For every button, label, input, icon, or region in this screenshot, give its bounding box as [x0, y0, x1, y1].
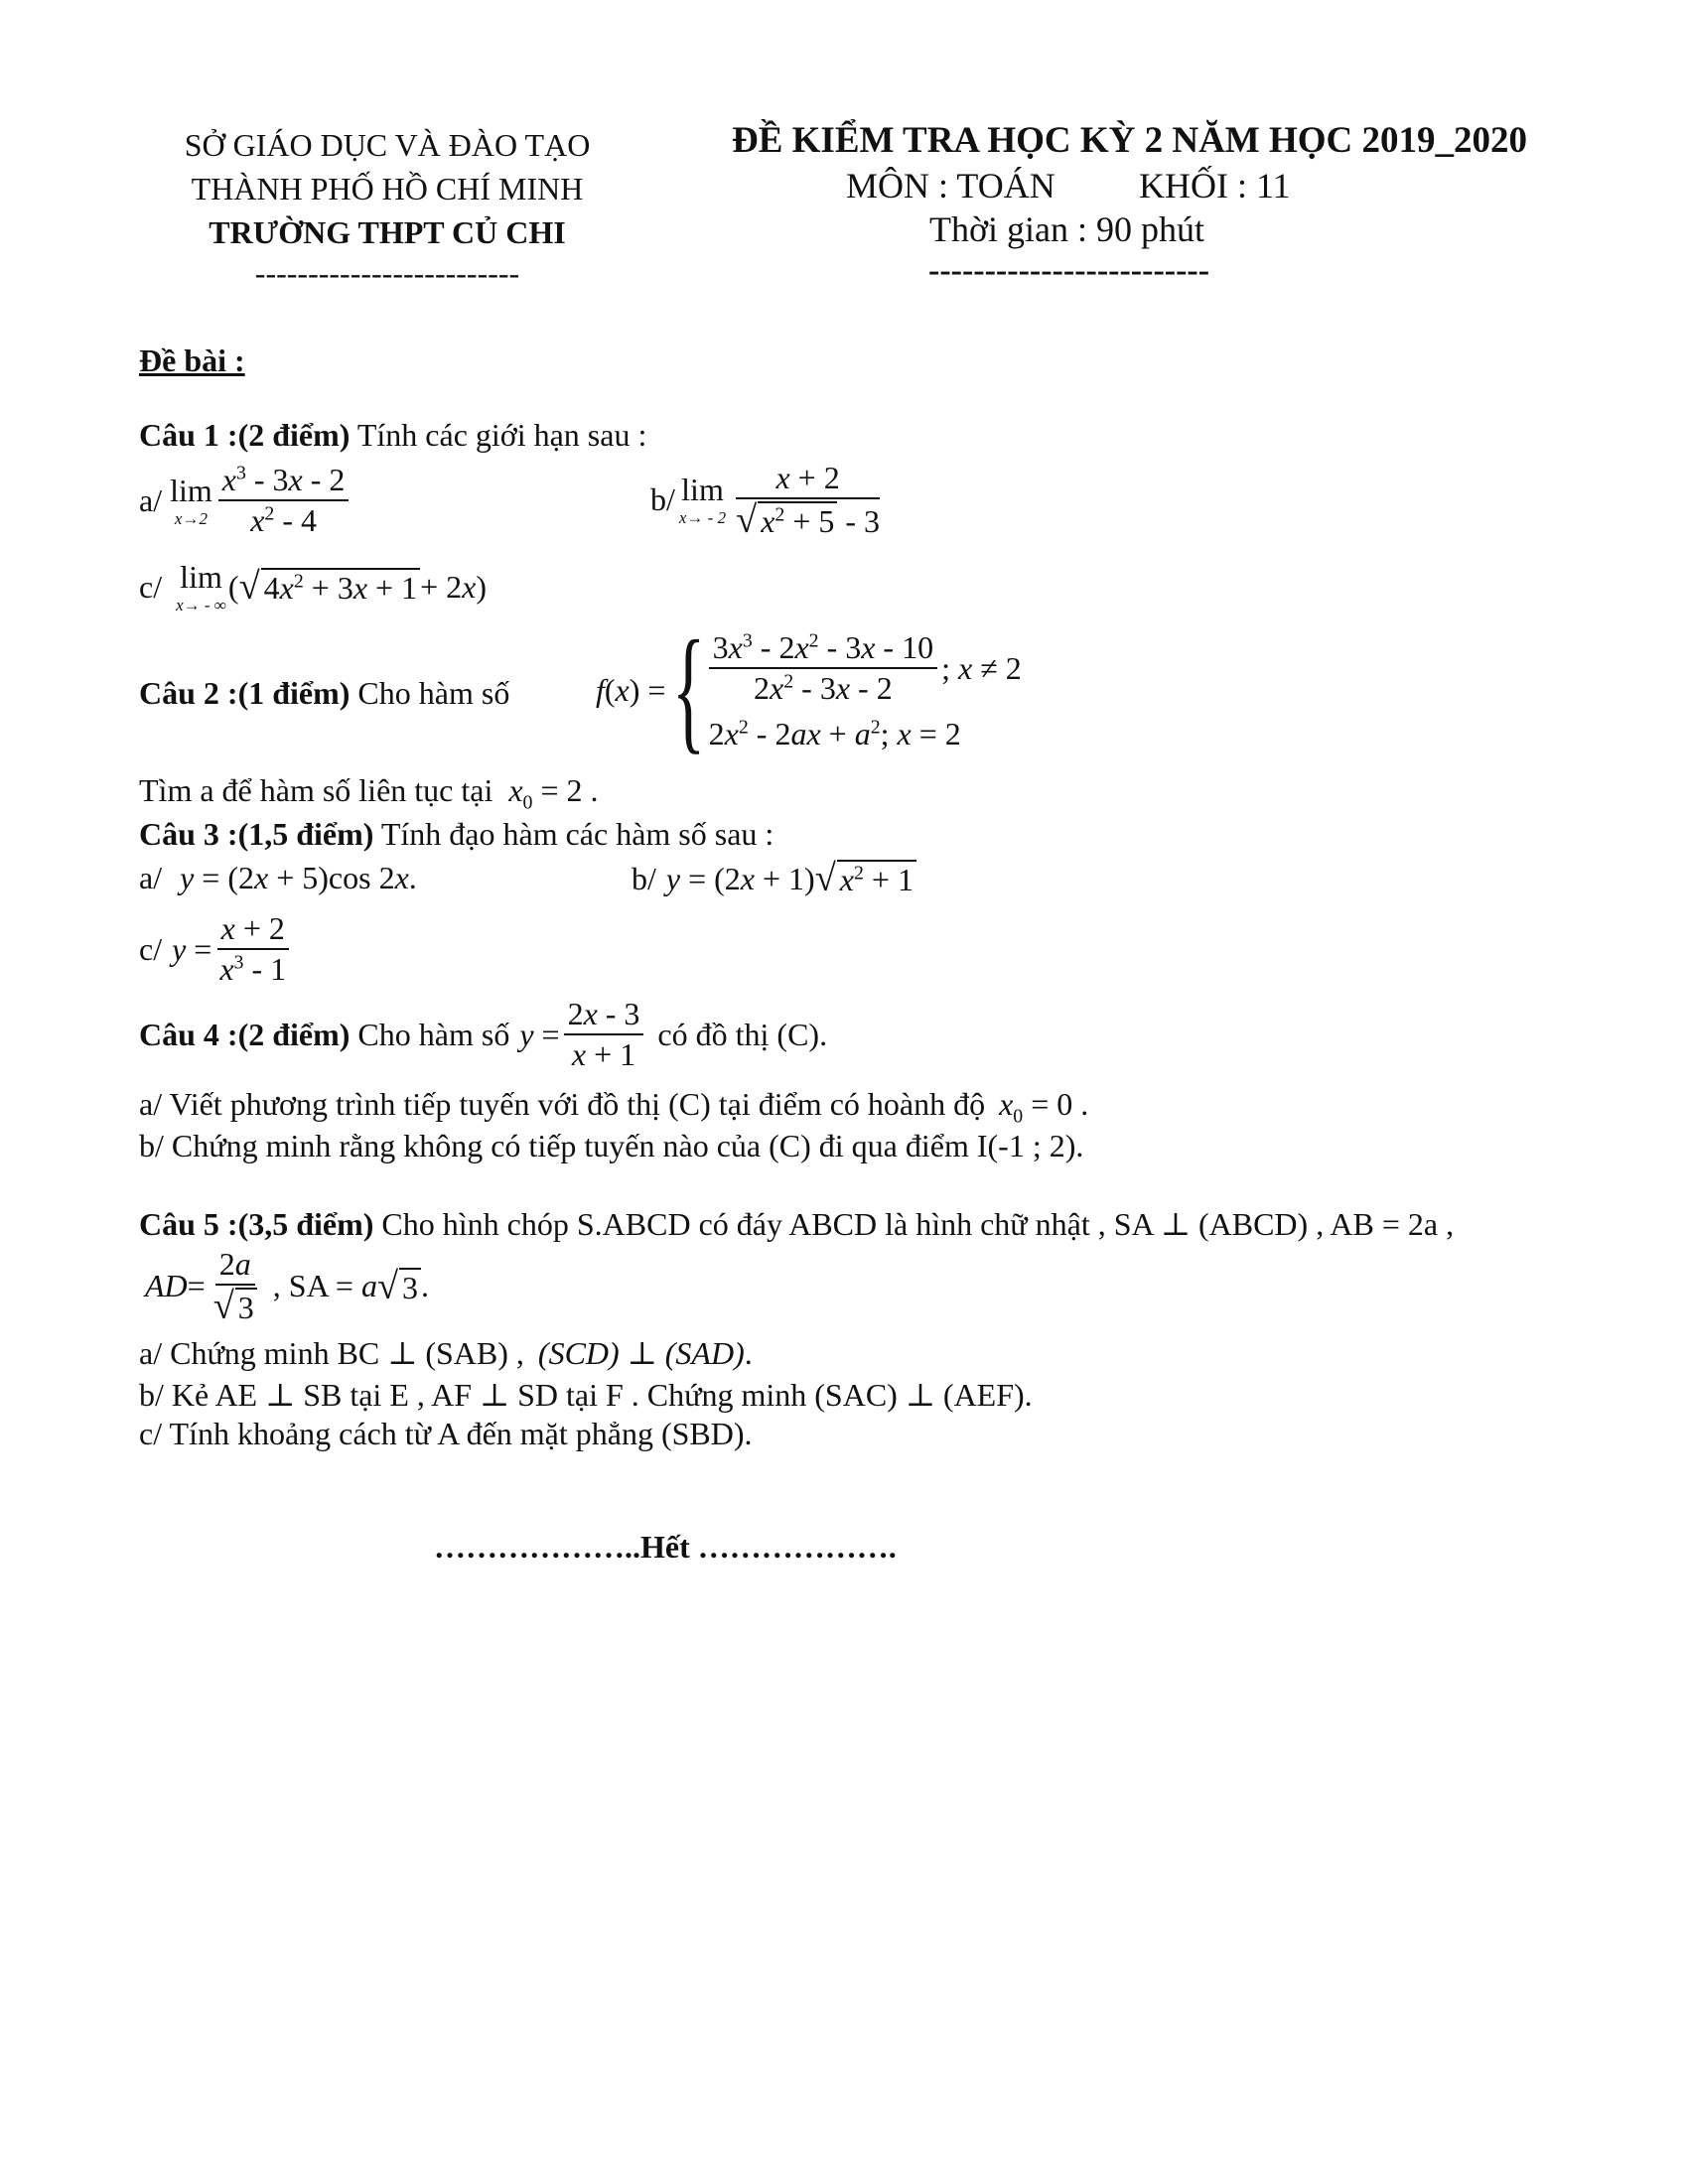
question-5a: a/ Chứng minh BC ⊥ (SAB) , (SCD) ⊥ (SAD).	[139, 1335, 753, 1371]
city-name: THÀNH PHỐ HỒ CHÍ MINH	[191, 171, 584, 206]
question-3-text: Tính đạo hàm các hàm số sau :	[380, 816, 774, 852]
time-limit: Thời gian : 90 phút	[929, 209, 1205, 249]
question-3c: c/ y = $\frac{x + 2}{x^3 - 1}$	[139, 911, 294, 987]
question-3	[139, 816, 774, 853]
question-5	[139, 1205, 1454, 1243]
grade: KHỐI : 11	[1139, 166, 1291, 205]
question-1-text: Tính các giới hạn sau :	[356, 417, 647, 453]
question-1a-label: a/	[139, 481, 163, 518]
question-5-label: Câu 5 :(3,5 điểm)	[139, 1206, 374, 1242]
question-3c-label: c/	[139, 930, 163, 967]
question-1b: b/ lim x→ - 2 x + 2 √ $x^2 + 5$ - 3	[650, 460, 881, 542]
exam-title: ĐỀ KIỂM TRA HỌC KỲ 2 NĂM HỌC 2019_2020	[732, 120, 1528, 161]
school-name: TRƯỜNG THPT CỦ CHI	[209, 214, 566, 250]
question-3b: b/ y = (2x + 1) √ $x^2 + 1$	[632, 860, 916, 898]
piecewise-function: f(x) = { $\frac{3x^3 - 2x^2 - 3x - 10}{2x^2 - 3x - 2}$ ; x ≠ 2 $2x^2 - 2ax + a^2$; x = 2	[596, 613, 1022, 766]
question-1c: c/ lim x→ - ∞ ( √ $4x^2 + 3x + 1$ + 2x)	[139, 559, 487, 614]
question-5-sa-text: , SA =	[272, 1268, 353, 1304]
left-divider: -------------------------	[254, 255, 520, 291]
department-name: SỞ GIÁO DỤC VÀ ĐÀO TẠO	[184, 127, 591, 163]
question-2	[139, 675, 509, 712]
question-5a-text: a/ Chứng minh BC ⊥ (SAB) ,	[139, 1335, 524, 1371]
question-4: Câu 4 :(2 điểm) Cho hàm số y = $\frac{2x - 3}{x + 1}$ có đồ thị (C).	[139, 996, 828, 1073]
section-heading: Đề bài :	[139, 342, 245, 378]
end-marker: ………………..Hết ……………….	[434, 1529, 897, 1565]
question-2-find-text: Tìm a để hàm số liên tục tại	[139, 772, 493, 808]
question-3a: a/ y = (2x + 5)cos 2x.	[139, 860, 417, 895]
question-4a-text: a/ Viết phương trình tiếp tuyến với đồ thị (C) tại điểm có hoành độ	[139, 1086, 986, 1122]
subject: MÔN : TOÁN	[846, 166, 1055, 205]
header-left	[134, 123, 640, 292]
question-1-label: Câu 1 :(2 điểm)	[139, 417, 351, 453]
question-5b: b/ Kẻ AE ⊥ SB tại E , AF ⊥ SD tại F . Chứng minh (SAC) ⊥ (AEF).	[139, 1377, 1033, 1413]
question-4-text-after: có đồ thị (C).	[657, 1016, 828, 1052]
question-4-text-before: Cho hàm số	[357, 1016, 510, 1052]
question-3a-label: a/	[139, 860, 163, 895]
question-5-text: Cho hình chóp S.ABCD có đáy ABCD là hình chữ nhật , SA ⊥ (ABCD) , AB = 2a ,	[381, 1206, 1455, 1242]
question-1	[139, 417, 646, 454]
question-3b-label: b/	[632, 860, 656, 896]
right-divider: -------------------------	[928, 252, 1210, 289]
question-4a: a/ Viết phương trình tiếp tuyến với đồ thị (C) tại điểm có hoành độ $x_0 = 0$ .	[139, 1086, 1089, 1128]
question-1b-label: b/	[650, 481, 675, 518]
question-5c: c/ Tính khoảng cách từ A đến mặt phẳng (SBD).	[139, 1416, 753, 1451]
question-4-label: Câu 4 :(2 điểm)	[139, 1016, 351, 1052]
question-2-find: Tìm a để hàm số liên tục tại $x_0 = 2$ .	[139, 772, 599, 814]
question-1c-label: c/	[139, 569, 163, 605]
question-3-label: Câu 3 :(1,5 điểm)	[139, 816, 374, 852]
question-2-text: Cho hàm số	[357, 675, 510, 711]
question-4b: b/ Chứng minh rằng không có tiếp tuyến nào của (C) đi qua điểm I(-1 ; 2).	[139, 1128, 1084, 1163]
question-1a: a/ lim x→2 $\frac{x^3 - 3x - 2}{x^2 - 4}$	[139, 463, 352, 538]
question-5-given: AD = 2a √ 3 , SA = a √ 3 .	[145, 1246, 430, 1328]
question-2-label: Câu 2 :(1 điểm)	[139, 675, 351, 711]
